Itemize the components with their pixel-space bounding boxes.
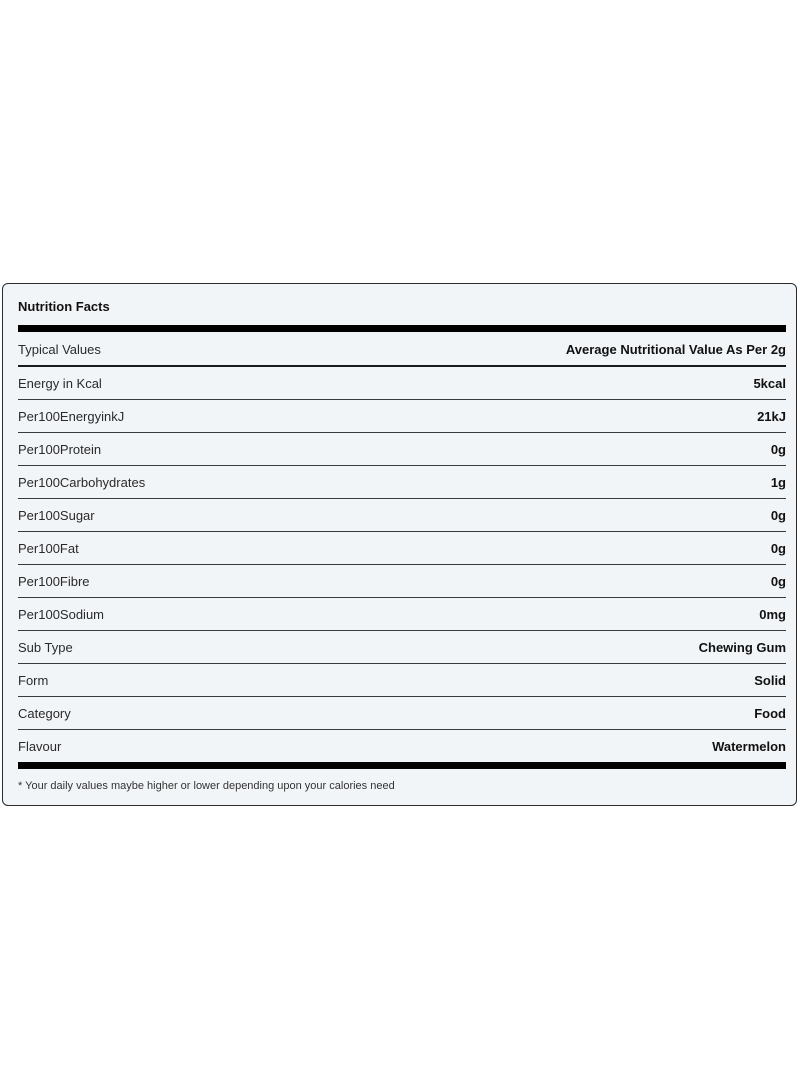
row-label: Per100EnergyinkJ	[18, 408, 125, 424]
table-row-protein	[18, 433, 786, 466]
row-value: 0mg	[759, 606, 786, 622]
table-row-form	[18, 664, 786, 697]
table-row-energy-kcal	[18, 367, 786, 400]
table-row-fibre	[18, 565, 786, 598]
top-divider-bar	[18, 325, 786, 332]
row-value: 1g	[770, 474, 786, 490]
table-row-sugar	[18, 499, 786, 532]
row-value: Solid	[754, 672, 786, 688]
bottom-divider-bar	[18, 762, 786, 769]
nutrition-facts-title: Nutrition Facts	[18, 299, 110, 314]
row-label: Per100Fibre	[18, 573, 90, 589]
row-label: Form	[18, 672, 49, 688]
header-label: Typical Values	[18, 341, 101, 357]
row-value: 0g	[770, 441, 786, 457]
row-label: Per100Protein	[18, 441, 102, 457]
row-value: 21kJ	[757, 408, 786, 424]
table-row-sodium	[18, 598, 786, 631]
table-row-flavour	[18, 730, 786, 763]
header-value: Average Nutritional Value As Per 2g	[565, 341, 786, 357]
row-label: Energy in Kcal	[18, 375, 102, 391]
row-value: 0g	[770, 507, 786, 523]
table-row-carbohydrates	[18, 466, 786, 499]
row-label: Per100Fat	[18, 540, 79, 556]
row-value: 0g	[770, 573, 786, 589]
table-row-sub-type	[18, 631, 786, 664]
row-label: Flavour	[18, 739, 62, 754]
row-value: 5kcal	[753, 375, 786, 391]
table-row-fat	[18, 532, 786, 565]
row-label: Per100Sugar	[18, 507, 95, 523]
nutrition-facts-panel	[2, 283, 797, 806]
row-value: Chewing Gum	[698, 639, 786, 655]
row-value: 0g	[770, 540, 786, 556]
table-header-row	[18, 333, 786, 367]
table-row-energy-kj	[18, 400, 786, 433]
table-row-category	[18, 697, 786, 730]
footnote: * Your daily values maybe higher or lower depending upon your calories need	[18, 780, 395, 792]
row-label: Sub Type	[18, 639, 73, 655]
row-value: Watermelon	[712, 739, 786, 754]
row-label: Per100Sodium	[18, 606, 104, 622]
row-value: Food	[754, 705, 786, 721]
row-label: Category	[18, 705, 71, 721]
row-label: Per100Carbohydrates	[18, 474, 146, 490]
